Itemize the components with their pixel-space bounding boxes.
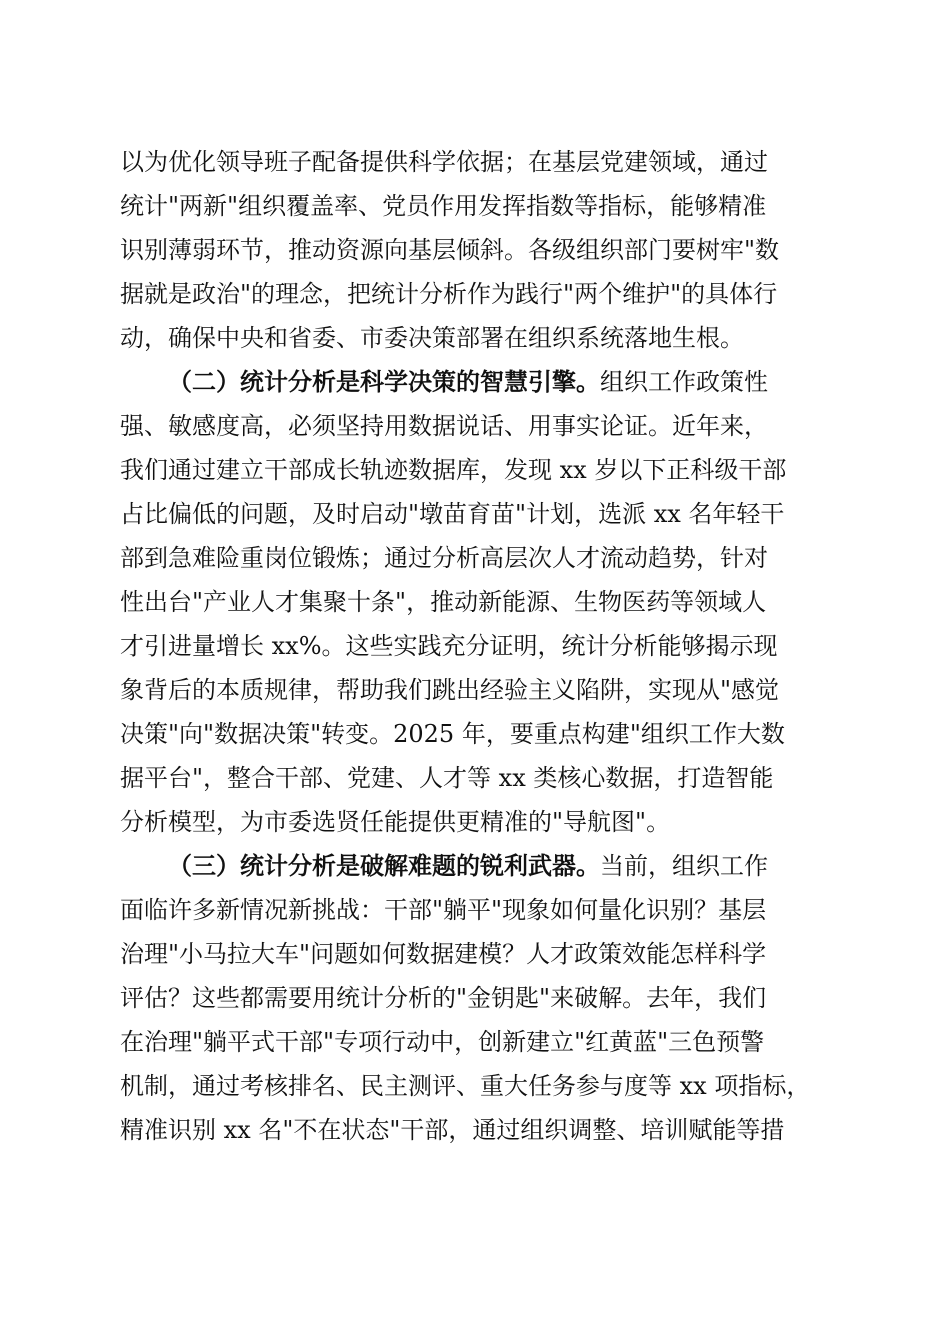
section-heading-2: （二）统计分析是科学决策的智慧引擎。 <box>168 367 600 396</box>
paragraph-line: 精准识别 xx 名"不在状态"干部，通过组织调整、培训赋能等措 <box>120 1116 785 1144</box>
paragraph-first-line <box>120 360 832 404</box>
paragraph-line: 识别薄弱环节，推动资源向基层倾斜。各级组织部门要树牢"数 <box>120 236 780 264</box>
paragraph-line: 据就是政治"的理念，把统计分析作为践行"两个维护"的具体行 <box>120 280 778 308</box>
paragraph-line: 性出台"产业人才集聚十条"，推动新能源、生物医药等领域人 <box>120 588 767 616</box>
paragraph-1 <box>120 140 832 360</box>
paragraph-line-rest: 当前，组织工作 <box>600 852 768 880</box>
paragraph-line: 决策"向"数据决策"转变。2025 年，要重点构建"组织工作大数 <box>120 720 785 748</box>
paragraph-line: 占比偏低的问题，及时启动"墩苗育苗"计划，选派 xx 名年轻干 <box>120 500 785 528</box>
paragraph-line: 象背后的本质规律，帮助我们跳出经验主义陷阱，实现从"感觉 <box>120 676 780 704</box>
paragraph-line: 我们通过建立干部成长轨迹数据库，发现 xx 岁以下正科级干部 <box>120 456 787 484</box>
paragraph-line: 评估？这些都需要用统计分析的"金钥匙"来破解。去年，我们 <box>120 984 767 1012</box>
paragraph-line: 面临许多新情况新挑战：干部"躺平"现象如何量化识别？基层 <box>120 896 767 924</box>
paragraph-line: 据平台"，整合干部、党建、人才等 xx 类核心数据，打造智能 <box>120 764 774 792</box>
paragraph-line: 分析模型，为市委选贤任能提供更精准的"导航图"。 <box>120 808 671 836</box>
paragraph-line: 动，确保中央和省委、市委决策部署在组织系统落地生根。 <box>120 324 744 352</box>
paragraph-line: 机制，通过考核排名、民主测评、重大任务参与度等 xx 项指标， <box>120 1072 811 1100</box>
paragraph-2 <box>120 360 832 844</box>
section-heading-3: （三）统计分析是破解难题的锐利武器。 <box>168 851 600 880</box>
paragraph-line: 统计"两新"组织覆盖率、党员作用发挥指数等指标，能够精准 <box>120 192 767 220</box>
paragraph-line: 治理"小马拉大车"问题如何数据建模？人才政策效能怎样科学 <box>120 940 767 968</box>
paragraph-line-rest: 组织工作政策性 <box>600 368 768 396</box>
paragraph-line: 才引进量增长 xx%。这些实践充分证明，统计分析能够揭示现 <box>120 632 778 660</box>
paragraph-line: 以为优化领导班子配备提供科学依据；在基层党建领域，通过 <box>120 148 768 176</box>
paragraph-first-line <box>120 844 832 888</box>
paragraph-line: 强、敏感度高，必须坚持用数据说话、用事实论证。近年来， <box>120 412 768 440</box>
paragraph-line: 部到急难险重岗位锻炼；通过分析高层次人才流动趋势，针对 <box>120 544 768 572</box>
document-body <box>120 140 832 1152</box>
paragraph-3 <box>120 844 832 1152</box>
paragraph-line: 在治理"躺平式干部"专项行动中，创新建立"红黄蓝"三色预警 <box>120 1028 765 1056</box>
